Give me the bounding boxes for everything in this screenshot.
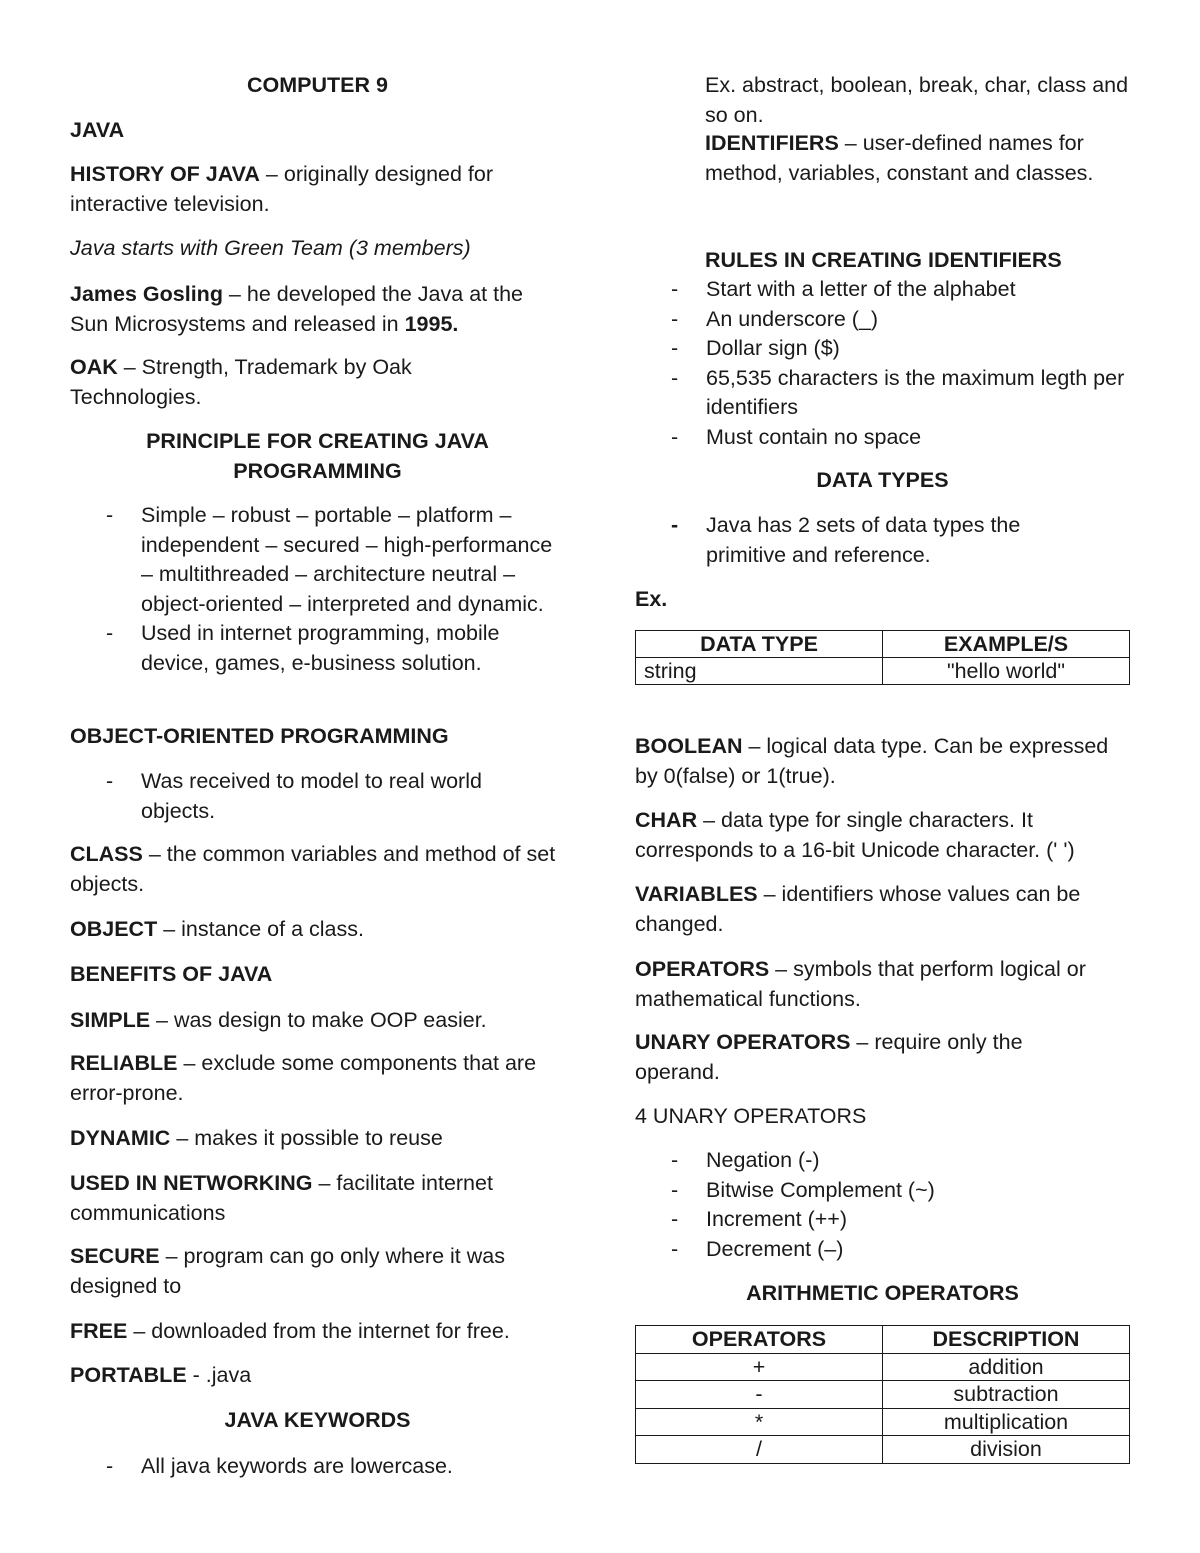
gosling-year: 1995. — [404, 311, 459, 336]
oop-list — [70, 767, 565, 826]
oak-paragraph — [70, 353, 490, 412]
variables-paragraph — [635, 880, 1130, 939]
table-row — [636, 1436, 1130, 1464]
simple-paragraph — [70, 1006, 487, 1036]
list-item: - 65,535 characters is the maximum legth per identifiers — [671, 365, 1125, 419]
dash-bullet: - — [671, 1207, 679, 1231]
keywords-heading: JAVA KEYWORDS — [224, 1408, 411, 1432]
list-item: - Dollar sign ($) — [635, 334, 1130, 364]
list-item: - Must contain no space — [635, 423, 1130, 453]
object-text: – instance of a class. — [157, 917, 364, 941]
list-item: - An underscore (_) — [635, 305, 1130, 335]
table-cell: + — [636, 1353, 883, 1381]
table-row — [636, 1381, 1130, 1409]
principle-heading: PRINCIPLE FOR CREATING JAVA PROGRAMMING — [146, 429, 489, 483]
boolean-text: – logical data type. Can be expressed by 0(false) or 1(true). — [635, 734, 1109, 788]
list-item: - Java has 2 sets of data types the primitive and reference. — [671, 513, 1021, 567]
table-header: DESCRIPTION — [883, 1326, 1130, 1354]
table-header-row — [636, 1326, 1130, 1354]
history-text: – originally designed for interactive television. — [70, 162, 494, 216]
class-paragraph — [70, 840, 565, 899]
list-item: - Simple – robust – portable – platform – independent – secured – high-performance – multithreaded – architecture neutral – object-oriented – interpreted and dynamic. — [106, 503, 553, 616]
datatypes-heading: DATA TYPES — [816, 468, 949, 492]
rules-list — [635, 275, 1130, 452]
operators-paragraph — [635, 955, 1115, 1014]
dynamic-paragraph — [70, 1124, 443, 1154]
unary-list — [635, 1146, 1130, 1264]
secure-term: SECURE — [70, 1244, 160, 1268]
dash-bullet: - — [671, 424, 679, 449]
reliable-term: RELIABLE — [70, 1051, 178, 1075]
networking-paragraph — [70, 1169, 550, 1228]
dash-bullet: - — [671, 277, 679, 301]
oak-text: – Strength, Trademark by Oak Technologies. — [70, 355, 412, 409]
simple-text: – was design to make OOP easier. — [150, 1008, 487, 1032]
operators-term: OPERATORS — [635, 957, 770, 981]
oak-term: OAK — [70, 355, 118, 379]
list-item: - Bitwise Complement (~) — [635, 1176, 1130, 1206]
dash-bullet: - — [106, 503, 114, 527]
dash-bullet: - — [106, 1454, 114, 1478]
table-row — [636, 658, 1130, 685]
networking-term: USED IN NETWORKING — [70, 1171, 313, 1195]
identifiers-term: IDENTIFIERS — [705, 131, 839, 155]
list-item: - Used in internet programming, mobile device, games, e-business solution. — [106, 621, 500, 675]
table-header: OPERATORS — [636, 1326, 883, 1354]
table-cell: / — [636, 1436, 883, 1464]
table-header: DATA TYPE — [636, 631, 883, 658]
char-term: CHAR — [635, 808, 698, 832]
object-term: OBJECT — [70, 917, 158, 941]
dash-bullet: - — [106, 621, 114, 645]
dash-bullet: - — [671, 1177, 679, 1202]
identifiers-paragraph — [705, 129, 1130, 188]
table-header: EXAMPLE/S — [883, 631, 1130, 658]
rules-heading: RULES IN CREATING IDENTIFIERS — [705, 248, 1062, 272]
list-item: - Negation (-) — [635, 1146, 1130, 1176]
portable-paragraph — [70, 1361, 251, 1391]
gosling-term: James Gosling — [70, 282, 223, 306]
char-paragraph — [635, 806, 1130, 865]
dash-bullet: - — [671, 513, 679, 537]
boolean-term: BOOLEAN — [635, 734, 743, 758]
subject-heading: JAVA — [70, 118, 125, 142]
variables-text: – identifiers whose values can be changed. — [635, 882, 1081, 936]
history-term: HISTORY OF JAVA — [70, 162, 260, 186]
class-text: – the common variables and method of set objects. — [70, 842, 556, 896]
simple-term: SIMPLE — [70, 1008, 151, 1032]
dash-bullet: - — [106, 769, 114, 793]
gosling-text: – he developed the Java at the Sun Microsystems and released in — [70, 282, 523, 336]
datatypes-list — [635, 511, 1130, 570]
table-cell: subtraction — [883, 1381, 1130, 1409]
unary-count: 4 UNARY OPERATORS — [635, 1104, 867, 1128]
list-item: - Was received to model to real world objects. — [106, 769, 482, 823]
unary-text: – require only the operand. — [635, 1030, 1023, 1084]
oop-heading: OBJECT-ORIENTED PROGRAMMING — [70, 724, 449, 748]
dash-bullet: - — [671, 365, 679, 390]
datatype-table — [635, 630, 1130, 685]
table-cell: "hello world" — [883, 658, 1130, 685]
free-text: – downloaded from the internet for free. — [127, 1319, 510, 1343]
dash-bullet: - — [671, 306, 679, 331]
keywords-list — [70, 1452, 565, 1482]
operators-text: – symbols that perform logical or mathematical functions. — [635, 957, 1086, 1011]
secure-text: – program can go only where it was designed to — [70, 1244, 505, 1298]
table-row — [636, 1408, 1130, 1436]
dash-bullet: - — [671, 1148, 679, 1172]
table-cell: division — [883, 1436, 1130, 1464]
table-header-row — [636, 631, 1130, 658]
reliable-paragraph — [70, 1049, 550, 1108]
doc-title: COMPUTER 9 — [247, 73, 388, 97]
arith-table — [635, 1325, 1130, 1464]
dynamic-text: – makes it possible to reuse — [170, 1126, 443, 1150]
arith-heading: ARITHMETIC OPERATORS — [746, 1281, 1019, 1305]
portable-term: PORTABLE — [70, 1363, 187, 1387]
free-paragraph — [70, 1317, 510, 1347]
table-cell: string — [636, 658, 883, 685]
unary-term: UNARY OPERATORS — [635, 1030, 851, 1054]
networking-text: – facilitate internet communications — [70, 1171, 493, 1225]
table-cell: - — [636, 1381, 883, 1409]
object-paragraph — [70, 915, 364, 945]
reliable-text: – exclude some components that are error-prone. — [70, 1051, 537, 1105]
green-team-note: Java starts with Green Team (3 members) — [70, 236, 471, 260]
list-item: - Increment (++) — [635, 1205, 1130, 1235]
benefits-heading: BENEFITS OF JAVA — [70, 962, 273, 986]
table-cell: multiplication — [883, 1408, 1130, 1436]
dash-bullet: - — [671, 1236, 679, 1261]
dynamic-term: DYNAMIC — [70, 1126, 171, 1150]
portable-text: - .java — [186, 1363, 252, 1387]
table-row — [636, 1353, 1130, 1381]
keywords-example: Ex. abstract, boolean, break, char, class and so on. — [705, 73, 1129, 127]
history-paragraph — [70, 160, 550, 219]
variables-term: VARIABLES — [635, 882, 758, 906]
dash-bullet: - — [671, 336, 679, 360]
principle-list — [70, 501, 565, 678]
free-term: FREE — [70, 1319, 128, 1343]
boolean-paragraph — [635, 732, 1115, 791]
list-item: - All java keywords are lowercase. — [70, 1452, 565, 1482]
table-cell: * — [636, 1408, 883, 1436]
ex-label: Ex. — [635, 587, 668, 611]
unary-paragraph — [635, 1028, 1075, 1087]
char-text: – data type for single characters. It corresponds to a 16-bit Unicode character. (' ') — [635, 808, 1075, 862]
list-item: - Decrement (–) — [635, 1235, 1130, 1265]
secure-paragraph — [70, 1242, 560, 1301]
table-cell: addition — [883, 1353, 1130, 1381]
list-item: - Start with a letter of the alphabet — [635, 275, 1130, 305]
class-term: CLASS — [70, 842, 143, 866]
identifiers-text: – user-defined names for method, variables, constant and classes. — [705, 131, 1094, 185]
gosling-paragraph — [70, 280, 550, 339]
